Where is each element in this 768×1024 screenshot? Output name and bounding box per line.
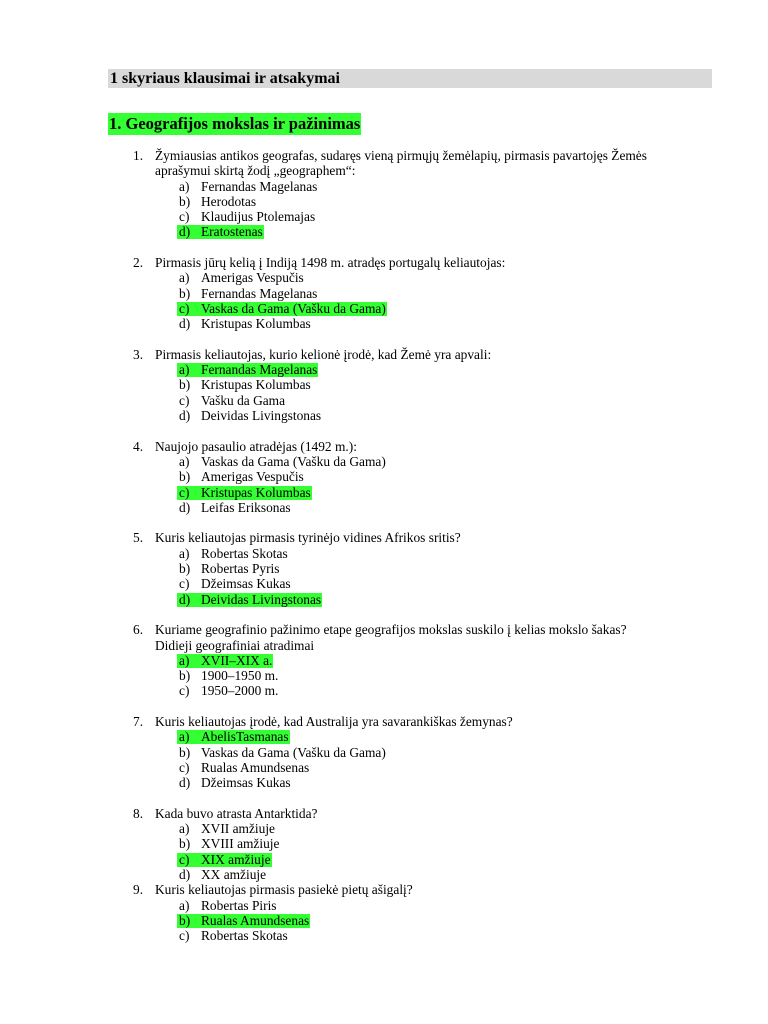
- option-letter: c): [179, 209, 190, 225]
- answer-option: [0, 393, 768, 408]
- option-letter: d): [179, 316, 191, 332]
- question-line: [0, 882, 768, 897]
- question-number: 1.: [133, 148, 144, 163]
- question-line: [0, 255, 768, 270]
- answer-option: [0, 745, 768, 760]
- question-text: Didieji geografiniai atradimai: [155, 637, 315, 653]
- option-text: Robertas Skotas: [201, 928, 288, 944]
- answer-option: [0, 760, 768, 775]
- question-number: 9.: [133, 882, 144, 898]
- answer-option: [0, 775, 768, 790]
- option-letter: b): [179, 836, 191, 852]
- answer-option: [0, 898, 768, 913]
- option-text: Fernandas Magelanas: [201, 362, 318, 378]
- option-text: Kristupas Kolumbas: [201, 316, 311, 332]
- option-letter: b): [179, 193, 191, 209]
- answer-option: [0, 836, 768, 851]
- option-text: XVIII amžiuje: [201, 836, 280, 852]
- option-letter: c): [179, 484, 190, 500]
- question-item: [0, 622, 768, 698]
- question-number: 2.: [133, 255, 144, 271]
- answer-option-correct: [0, 301, 768, 316]
- question-line: [0, 148, 768, 163]
- option-text: 1950–2000 m.: [201, 683, 279, 699]
- question-line: [0, 638, 768, 653]
- answer-option: [0, 561, 768, 576]
- option-letter: a): [179, 362, 190, 378]
- option-letter: d): [179, 591, 191, 607]
- option-text: XX amžiuje: [201, 866, 267, 882]
- answer-option: [0, 469, 768, 484]
- section-heading-wrapper: [108, 113, 361, 135]
- option-letter: a): [179, 652, 190, 668]
- option-letter: d): [179, 866, 191, 882]
- question-line: [0, 439, 768, 454]
- answer-option-correct: [0, 729, 768, 744]
- answer-option: [0, 576, 768, 591]
- question-text: Naujojo pasaulio atradėjas (1492 m.):: [155, 438, 357, 454]
- answer-option-correct: [0, 852, 768, 867]
- option-text: Amerigas Vespučis: [201, 270, 304, 286]
- option-text: XIX amžiuje: [201, 851, 271, 867]
- question-text: Pirmasis keliautojas, kurio kelionė įrodė, kad Žemė yra apvali:: [155, 346, 492, 362]
- question-item: [0, 714, 768, 790]
- option-letter: b): [179, 469, 191, 485]
- question-line: [0, 347, 768, 362]
- answer-option-correct: [0, 362, 768, 377]
- option-letter: b): [179, 377, 191, 393]
- option-letter: a): [179, 453, 190, 469]
- answer-option: [0, 316, 768, 331]
- answer-option: [0, 270, 768, 285]
- answer-option: [0, 194, 768, 209]
- option-text: XVII–XIX a.: [201, 652, 273, 668]
- option-text: Džeimsas Kukas: [201, 576, 291, 592]
- question-item: [0, 439, 768, 515]
- answer-option-correct: [0, 224, 768, 239]
- option-letter: a): [179, 729, 190, 745]
- answer-option: [0, 286, 768, 301]
- option-text: Amerigas Vespučis: [201, 469, 304, 485]
- option-text: AbelisTasmanas: [201, 729, 289, 745]
- option-letter: c): [179, 851, 190, 867]
- option-text: Robertas Skotas: [201, 545, 288, 561]
- question-item: [0, 806, 768, 882]
- answer-option: [0, 454, 768, 469]
- answer-option: [0, 209, 768, 224]
- answer-option: [0, 867, 768, 882]
- question-text: Kuris keliautojas pirmasis pasiekė pietų ašigalį?: [155, 882, 413, 898]
- question-text: Pirmasis jūrų kelią į Indiją 1498 m. atradęs portugalų keliautojas:: [155, 255, 506, 271]
- option-letter: d): [179, 499, 191, 515]
- option-letter: b): [179, 744, 191, 760]
- option-text: Vaskas da Gama (Vašku da Gama): [201, 744, 386, 760]
- answer-option: [0, 821, 768, 836]
- option-letter: d): [179, 775, 191, 791]
- question-number: 6.: [133, 622, 144, 638]
- option-text: Eratostenas: [201, 224, 263, 240]
- question-line: [0, 622, 768, 637]
- option-letter: a): [179, 821, 190, 837]
- answer-option: [0, 408, 768, 423]
- option-text: XVII amžiuje: [201, 821, 275, 837]
- answer-option: [0, 668, 768, 683]
- option-letter: a): [179, 897, 190, 913]
- option-letter: b): [179, 668, 191, 684]
- question-number: 5.: [133, 530, 144, 546]
- section-title: 1. Geografijos mokslas ir pažinimas: [109, 114, 361, 133]
- question-line: [0, 163, 768, 178]
- answer-option: [0, 546, 768, 561]
- question-text: Kuriame geografinio pažinimo etape geografijos mokslas suskilo į kelias mokslo šakas?: [155, 622, 627, 638]
- option-text: Vaskas da Gama (Vašku da Gama): [201, 300, 386, 316]
- option-letter: b): [179, 561, 191, 577]
- answer-option-correct: [0, 592, 768, 607]
- question-item: [0, 530, 768, 606]
- option-text: Kristupas Kolumbas: [201, 377, 311, 393]
- option-letter: a): [179, 545, 190, 561]
- option-text: Fernandas Magelanas: [201, 178, 318, 194]
- option-letter: a): [179, 178, 190, 194]
- answer-option: [0, 928, 768, 943]
- question-text: aprašymui skirtą žodį „geographem“:: [155, 163, 356, 179]
- question-text: Kuris keliautojas pirmasis tyrinėjo vidines Afrikos sritis?: [155, 530, 461, 546]
- option-text: Fernandas Magelanas: [201, 285, 318, 301]
- question-line: [0, 714, 768, 729]
- option-text: Robertas Piris: [201, 897, 277, 913]
- option-text: Deividas Livingstonas: [201, 408, 322, 424]
- question-item: [0, 148, 768, 240]
- option-text: 1900–1950 m.: [201, 668, 279, 684]
- option-letter: c): [179, 300, 190, 316]
- question-item: [0, 882, 768, 943]
- option-text: Robertas Pyris: [201, 561, 280, 577]
- question-list: [0, 148, 768, 959]
- option-text: Kristupas Kolumbas: [201, 484, 311, 500]
- option-letter: c): [179, 392, 190, 408]
- question-number: 8.: [133, 805, 144, 821]
- option-letter: d): [179, 224, 191, 240]
- question-number: 4.: [133, 438, 144, 454]
- option-text: Deividas Livingstonas: [201, 591, 322, 607]
- question-text: Žymiausias antikos geografas, sudaręs vieną pirmųjų žemėlapių, pirmasis pavartojęs Žemės: [155, 148, 647, 163]
- option-letter: c): [179, 683, 190, 699]
- answer-option-correct: [0, 485, 768, 500]
- chapter-title: 1 skyriaus klausimai ir atsakymai: [108, 69, 712, 88]
- question-item: [0, 347, 768, 423]
- question-text: Kuris keliautojas įrodė, kad Australija yra savarankiškas žemynas?: [155, 713, 513, 729]
- option-text: Vašku da Gama: [201, 392, 286, 408]
- option-text: Vaskas da Gama (Vašku da Gama): [201, 453, 386, 469]
- option-letter: b): [179, 285, 191, 301]
- answer-option-correct: [0, 653, 768, 668]
- question-line: [0, 530, 768, 545]
- option-letter: a): [179, 270, 190, 286]
- option-letter: c): [179, 576, 190, 592]
- option-text: Džeimsas Kukas: [201, 775, 291, 791]
- question-line: [0, 806, 768, 821]
- option-text: Rualas Amundsenas: [201, 759, 310, 775]
- option-letter: c): [179, 928, 190, 944]
- question-number: 7.: [133, 713, 144, 729]
- option-text: Herodotas: [201, 193, 257, 209]
- question-number: 3.: [133, 346, 144, 362]
- question-text: Kada buvo atrasta Antarktida?: [155, 805, 318, 821]
- option-letter: d): [179, 408, 191, 424]
- option-letter: c): [179, 759, 190, 775]
- option-text: Rualas Amundsenas: [201, 912, 310, 928]
- answer-option: [0, 683, 768, 698]
- answer-option-correct: [0, 913, 768, 928]
- answer-option: [0, 179, 768, 194]
- option-text: Leifas Eriksonas: [201, 499, 291, 515]
- option-letter: b): [179, 912, 191, 928]
- option-text: Klaudijus Ptolemajas: [201, 209, 316, 225]
- question-item: [0, 255, 768, 331]
- answer-option: [0, 377, 768, 392]
- answer-option: [0, 500, 768, 515]
